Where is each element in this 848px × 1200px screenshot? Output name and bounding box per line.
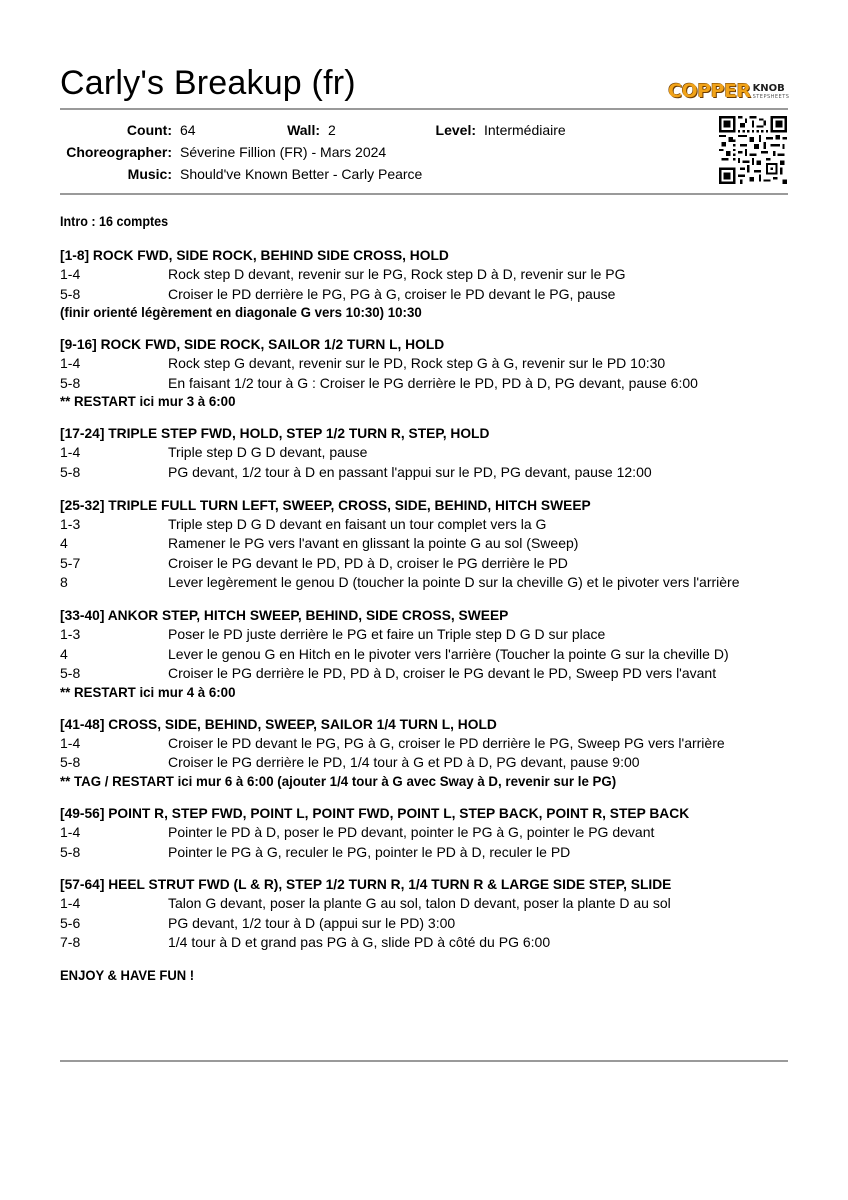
step-row: [60, 914, 800, 934]
music-label: Music:: [127, 166, 172, 182]
step-description: Lever legèrement le genou D (toucher la pointe D sur la cheville G) et le pivoter vers l'arrière: [168, 574, 740, 591]
step-row: [60, 843, 800, 863]
step-row: [60, 443, 800, 463]
step-description: En faisant 1/2 tour à G : Croiser le PG derrière le PD, PD à D, PG devant, pause 6:00: [168, 374, 698, 391]
stepsheet-body: [60, 212, 800, 985]
step-row: [60, 933, 800, 953]
step-count: 5-8: [60, 285, 81, 302]
step-count: 5-8: [60, 463, 81, 480]
step-description: Triple step D G D devant en faisant un tour complet vers la G: [168, 515, 547, 532]
section-heading: [25-32] TRIPLE FULL TURN LEFT, SWEEP, CROSS, SIDE, BEHIND, HITCH SWEEP: [60, 496, 591, 513]
step-count: 1-4: [60, 444, 81, 461]
header-divider: [60, 108, 788, 110]
step-description: Rock step D devant, revenir sur le PG, Rock step D à D, revenir sur le PG: [168, 266, 626, 282]
section-heading: [1-8] ROCK FWD, SIDE ROCK, BEHIND SIDE CROSS, HOLD: [60, 247, 449, 263]
step-description: 1/4 tour à D et grand pas PG à G, slide PD à côté du PG 6:00: [168, 934, 551, 951]
step-count: 5-8: [60, 665, 81, 682]
count-label: Count:: [126, 122, 172, 138]
wall-label: Wall:: [287, 122, 320, 138]
step-description: PG devant, 1/2 tour à D (appui sur le PD) 3:00: [168, 914, 456, 931]
logo-sub-text: STEPSHEETS: [752, 94, 790, 100]
step-description: Rock step G devant, revenir sur le PD, Rock step G à G, revenir sur le PD 10:30: [168, 355, 666, 372]
step-section: [60, 875, 800, 953]
step-row: [60, 823, 800, 843]
meta-divider: [60, 193, 788, 195]
page-title: Carly's Breakup (fr): [60, 64, 356, 102]
section-heading: [41-48] CROSS, SIDE, BEHIND, SWEEP, SAILOR 1/4 TURN L, HOLD: [60, 715, 497, 732]
step-description: Croiser le PG derrière le PD, 1/4 tour à G et PD à D, PG devant, pause 9:00: [168, 754, 640, 771]
step-count: 8: [60, 574, 68, 591]
step-row: [60, 515, 800, 535]
music-value: Should've Known Better - Carly Pearce: [180, 166, 423, 182]
qr-code-icon[interactable]: [719, 116, 787, 184]
step-row: [60, 285, 800, 305]
section-note: ** RESTART ici mur 4 à 6:00: [60, 684, 236, 700]
outro-text: ENJOY & HAVE FUN !: [60, 966, 195, 983]
section-note: (finir orienté légèrement en diagonale G vers 10:30) 10:30: [60, 305, 422, 321]
footer-divider: [60, 1060, 788, 1062]
step-count: 1-3: [60, 515, 81, 532]
section-note: ** TAG / RESTART ici mur 6 à 6:00 (ajouter 1/4 tour à G avec Sway à D, revenir sur le PG): [60, 773, 617, 789]
section-heading: [49-56] POINT R, STEP FWD, POINT L, POINT FWD, POINT L, STEP BACK, POINT R, STEP BACK: [60, 804, 690, 821]
step-row: [60, 734, 800, 754]
step-section: [60, 496, 800, 593]
step-count: 1-3: [60, 625, 81, 642]
step-description: Ramener le PG vers l'avant en glissant la pointe G au sol (Sweep): [168, 535, 579, 552]
section-heading: [57-64] HEEL STRUT FWD (L & R), STEP 1/2 TURN R, 1/4 TURN R & LARGE SIDE STEP, SLIDE: [60, 876, 672, 893]
step-count: 4: [60, 535, 68, 552]
sections-container: [60, 246, 800, 953]
step-count: 1-4: [60, 266, 81, 282]
section-note: ** RESTART ici mur 3 à 6:00: [60, 394, 236, 410]
step-section: [60, 335, 800, 411]
choreographer-label: Choreographer:: [66, 144, 172, 160]
step-count: 7-8: [60, 934, 81, 951]
step-count: 5-8: [60, 374, 81, 391]
section-heading: [17-24] TRIPLE STEP FWD, HOLD, STEP 1/2 TURN R, STEP, HOLD: [60, 425, 490, 442]
step-count: 5-8: [60, 843, 81, 860]
step-description: Talon G devant, poser la plante G au sol, talon D devant, poser la plante D au sol: [168, 895, 671, 912]
logo-right-block: [753, 84, 790, 100]
step-description: Croiser le PD devant le PG, PG à G, croiser le PD derrière le PG, Sweep PG vers l'arrière: [168, 734, 725, 751]
step-count: 1-4: [60, 823, 81, 840]
section-heading: [9-16] ROCK FWD, SIDE ROCK, SAILOR 1/2 TURN L, HOLD: [60, 336, 445, 353]
step-count: 5-7: [60, 554, 81, 571]
level-value: Intermédiaire: [484, 122, 566, 138]
step-row: [60, 534, 800, 554]
step-description: Pointer le PG à G, reculer le PG, pointer le PD à D, reculer le PD: [168, 843, 571, 860]
step-row: [60, 354, 800, 374]
step-description: Croiser le PG devant le PD, PD à D, croiser le PG derrière le PD: [168, 554, 568, 571]
step-count: 5-8: [60, 754, 81, 771]
step-section: [60, 246, 800, 322]
step-row: [60, 625, 800, 645]
step-section: [60, 804, 800, 862]
step-count: 5-6: [60, 914, 81, 931]
logo-knob-text: KNOB: [752, 83, 785, 94]
step-row: [60, 463, 800, 483]
copperknob-logo[interactable]: [668, 82, 789, 100]
choreographer-value: Séverine Fillion (FR) - Mars 2024: [180, 144, 387, 160]
step-row: [60, 664, 800, 684]
step-row: [60, 573, 800, 593]
step-row: [60, 894, 800, 914]
step-row: [60, 753, 800, 773]
step-row: [60, 645, 800, 665]
step-description: Croiser le PG derrière le PD, PD à D, croiser le PG devant le PD, Sweep PD vers l'avant: [168, 665, 717, 682]
step-description: Lever le genou G en Hitch en le pivoter vers l'arrière (Toucher la pointe G sur la cheville D): [168, 645, 729, 662]
step-description: Triple step D G D devant, pause: [168, 444, 368, 461]
section-heading: [33-40] ANKOR STEP, HITCH SWEEP, BEHIND, SIDE CROSS, SWEEP: [60, 606, 509, 623]
step-description: Poser le PD juste derrière le PG et faire un Triple step D G D sur place: [168, 625, 606, 642]
step-section: [60, 606, 800, 702]
logo-copper-text: COPPER: [668, 80, 751, 102]
step-description: PG devant, 1/2 tour à D en passant l'appui sur le PD, PG devant, pause 12:00: [168, 463, 652, 480]
step-description: Pointer le PD à D, poser le PD devant, pointer le PG à G, pointer le PG devant: [168, 823, 655, 840]
step-count: 4: [60, 645, 68, 662]
level-label: Level:: [435, 122, 476, 138]
step-count: 1-4: [60, 734, 81, 751]
step-description: Croiser le PD derrière le PG, PG à G, croiser le PD devant le PG, pause: [168, 285, 616, 302]
count-value: 64: [180, 122, 196, 138]
intro-text: Intro : 16 comptes: [60, 214, 169, 229]
wall-value: 2: [328, 122, 336, 138]
step-count: 1-4: [60, 355, 81, 372]
step-section: [60, 424, 800, 482]
step-row: [60, 374, 800, 394]
step-row: [60, 554, 800, 574]
step-row: [60, 265, 800, 285]
step-section: [60, 715, 800, 791]
step-count: 1-4: [60, 895, 81, 912]
